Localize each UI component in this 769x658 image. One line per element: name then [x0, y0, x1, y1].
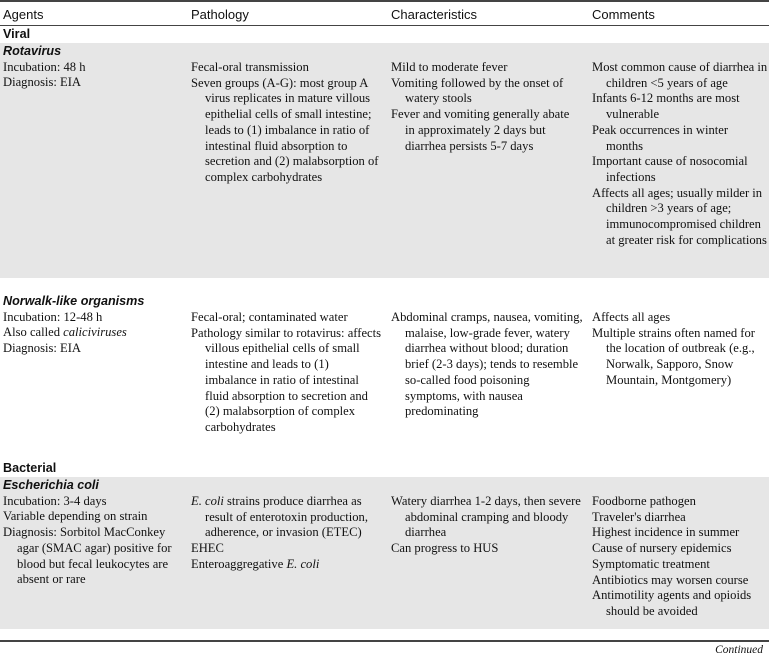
- ecoli-incubation: Incubation: 3-4 days: [3, 493, 107, 508]
- ecoli-comment-item: Traveler's diarrhea: [592, 509, 686, 524]
- ecoli-path-item: EHEC: [191, 541, 224, 556]
- header-comments: Comments: [592, 7, 655, 22]
- rotavirus-comment-item: Infants 6-12 months are most vulnerable: [592, 91, 740, 122]
- ecoli-path3-italic: E. coli: [286, 556, 320, 571]
- ecoli-path-rest: strains produce diarrhea as result of enterotoxin production, adherence, or invasion (ETEC): [205, 494, 368, 540]
- rotavirus-name: Rotavirus: [3, 44, 62, 58]
- rotavirus-char-item: Vomiting followed by the onset of watery stools: [391, 75, 564, 106]
- ecoli-char-item: Watery diarrhea 1-2 days, then severe abdominal cramping and bloody diarrhea: [391, 494, 581, 540]
- rotavirus-comment-item: Important cause of nosocomial infections: [592, 154, 748, 184]
- table-bottom-rule: [0, 640, 769, 642]
- norwalk-characteristics: [391, 310, 583, 420]
- ecoli-variable: Variable depending on strain: [3, 509, 148, 524]
- norwalk-path-item: Pathology similar to rotavirus: affects villous epithelial cells of small intestine and leads to (1) imbalance in ratio of intestinal fluid absorption to secretion and (2) malabsorption of complex carbohydrates: [191, 325, 382, 434]
- rotavirus-path-item: Fecal-oral transmission: [191, 60, 309, 74]
- ecoli-comment-item: Antibiotics may worsen course: [592, 572, 749, 587]
- ecoli-comment-item: Antimotility agents and opioids should be avoided: [592, 588, 752, 618]
- rotavirus-char-item: Mild to moderate fever: [391, 60, 508, 74]
- rotavirus-incubation: Incubation: 48 h: [3, 59, 86, 74]
- ecoli-name: Escherichia coli: [3, 478, 99, 492]
- rotavirus-pathology: [191, 60, 383, 186]
- norwalk-diagnosis: Diagnosis: EIA: [3, 341, 82, 356]
- norwalk-pathology: [191, 310, 383, 436]
- rotavirus-diagnosis: Diagnosis: EIA: [3, 75, 82, 90]
- section-viral: Viral: [3, 27, 31, 41]
- rotavirus-char-item: Fever and vomiting generally abate in approximately 2 days but diarrhea persists 5-7 days: [391, 107, 570, 153]
- rotavirus-comment-item: Most common cause of diarrhea in children <5 years of age: [592, 60, 768, 90]
- ecoli-char-item: Can progress to HUS: [391, 541, 499, 556]
- table-header: [0, 0, 769, 26]
- norwalk-comment-item: Affects all ages: [592, 310, 671, 324]
- header-pathology: Pathology: [191, 7, 249, 22]
- ecoli-comment-item: Cause of nursery epidemics: [592, 541, 732, 556]
- header-agents: Agents: [3, 7, 44, 22]
- ecoli-path3-prefix: Enteroaggregative: [191, 556, 287, 571]
- ecoli-comments: [592, 494, 768, 620]
- norwalk-incubation: Incubation: 12-48 h: [3, 309, 103, 324]
- rotavirus-comments: [592, 60, 768, 248]
- ecoli-pathology: [191, 494, 383, 573]
- norwalk-also-called-prefix: Also called: [3, 325, 64, 340]
- rotavirus-agent: [3, 44, 183, 91]
- ecoli-comment-item: Symptomatic treatment: [592, 556, 710, 571]
- rotavirus-path-item: Seven groups (A-G): most group A virus replicates in mature villous epithelial cells of small intestine; leads to (1) imbalance in ratio of intestinal fluid absorption to secretion and (2) malabsorption of complex carbohydrates: [191, 75, 379, 184]
- rotavirus-comment-item: Affects all ages; usually milder in children >3 years of age; immunocompromised children at greater risk for complications: [592, 185, 767, 247]
- continued-label: Continued: [715, 644, 763, 656]
- ecoli-comment-item: Foodborne pathogen: [592, 494, 696, 508]
- norwalk-comments: [592, 310, 768, 389]
- ecoli-path-item: [191, 494, 383, 541]
- ecoli-characteristics: [391, 494, 583, 557]
- norwalk-also-called: [3, 325, 183, 341]
- rotavirus-characteristics: [391, 60, 581, 154]
- norwalk-name: Norwalk-like organisms: [3, 294, 145, 308]
- ecoli-path-italic: E. coli: [191, 494, 224, 508]
- rotavirus-comment-item: Peak occurrences in winter months: [592, 122, 729, 153]
- ecoli-agent: [3, 478, 183, 588]
- ecoli-diagnosis: Diagnosis: Sorbitol MacConkey agar (SMAC agar) positive for blood but fecal leukocytes are absent or rare: [3, 525, 172, 587]
- norwalk-path-item: Fecal-oral; contaminated water: [191, 310, 348, 324]
- section-bacterial: Bacterial: [3, 461, 57, 475]
- norwalk-char-item: Abdominal cramps, nausea, vomiting, malaise, low-grade fever, watery diarrhea without blood; duration brief (2-3 days); tends to resemble so-called food poisoning symptoms, with nausea predominating: [391, 310, 583, 419]
- norwalk-also-called-name: caliciviruses: [63, 325, 127, 340]
- ecoli-comment-item: Highest incidence in summer: [592, 525, 740, 540]
- norwalk-agent: [3, 294, 183, 357]
- header-characteristics: Characteristics: [391, 7, 477, 22]
- norwalk-comment-item: Multiple strains often named for the location of outbreak (e.g., Norwalk, Sapporo, Snow Mountain, Montgomery): [592, 325, 755, 387]
- ecoli-path-item: [191, 557, 383, 573]
